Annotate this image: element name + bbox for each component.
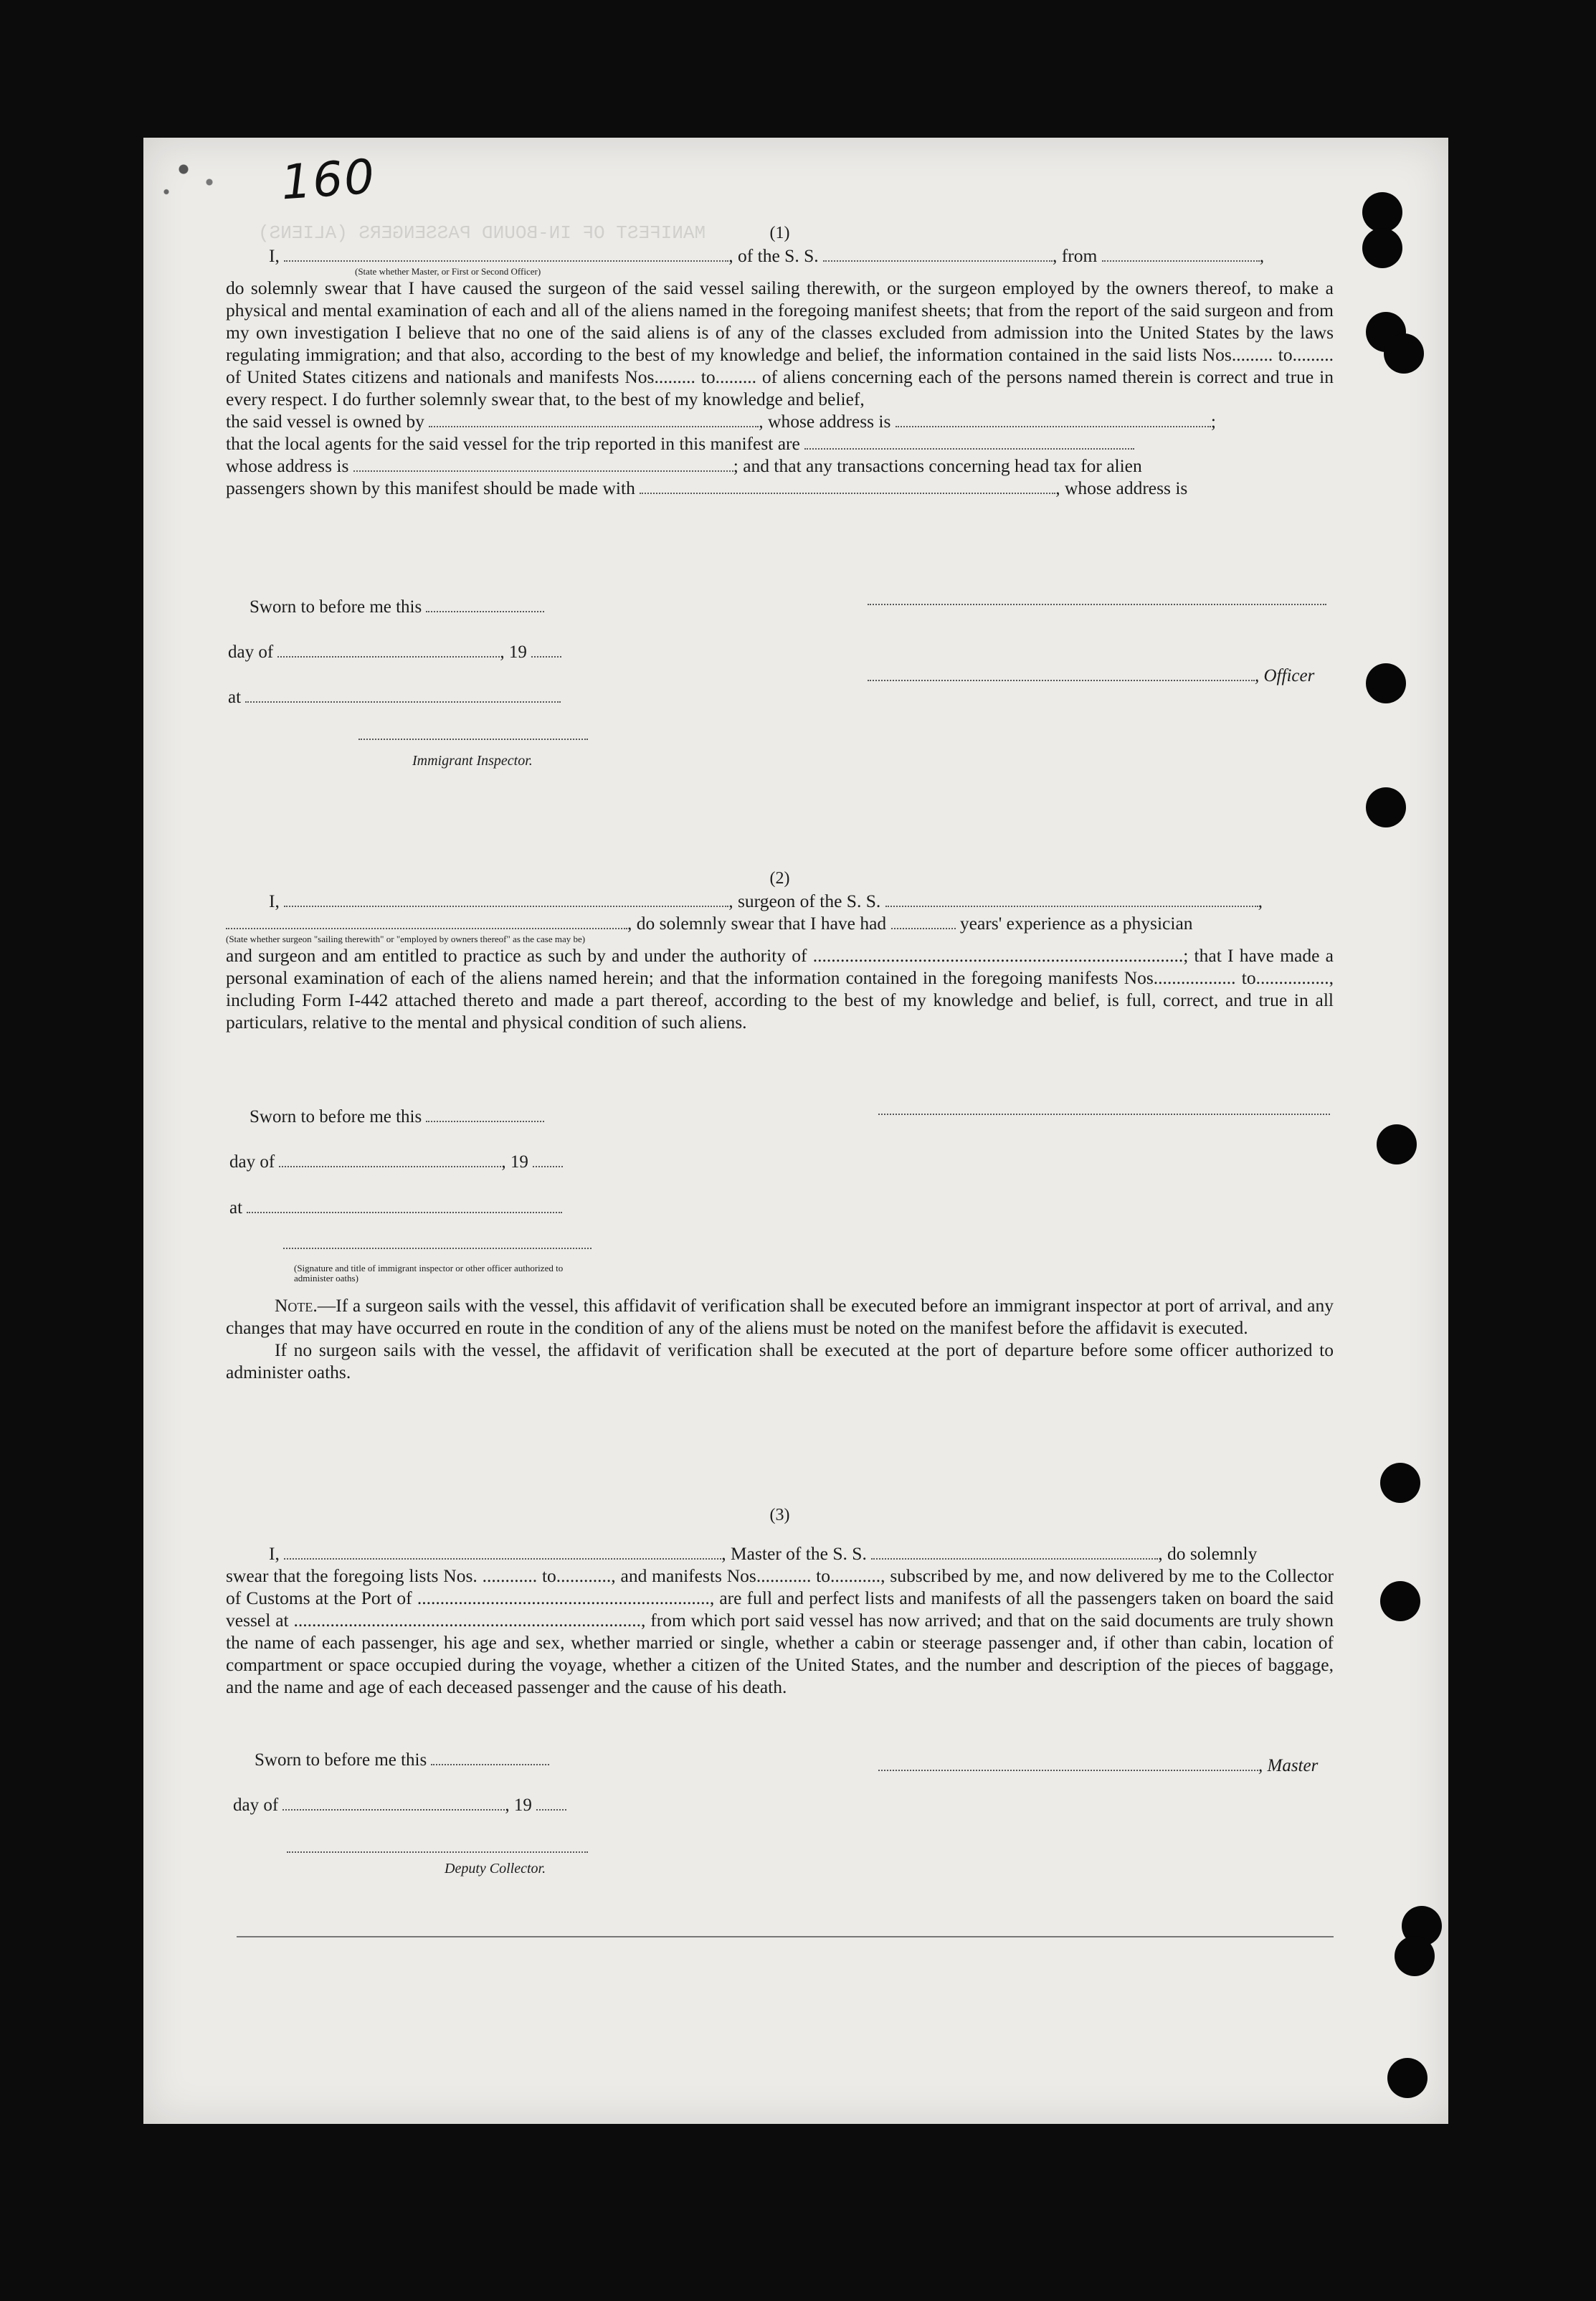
- deputy-collector-label: Deputy Collector.: [445, 1861, 546, 1877]
- section-3-number: (3): [769, 1506, 790, 1524]
- vessel-name-field[interactable]: [823, 246, 1053, 262]
- years-field[interactable]: [891, 914, 956, 929]
- note-paragraph-2: If no surgeon sails with the vessel, the affidavit of verification shall be executed at the port of departure before some officer authorized to administer oaths.: [226, 1339, 1334, 1382]
- punch-hole: [1387, 2058, 1428, 2098]
- ink-smudge: [149, 143, 235, 208]
- sworn-line-3: Sworn to before me this: [255, 1750, 549, 1770]
- year-field-2[interactable]: [533, 1152, 563, 1167]
- at-field-2[interactable]: [247, 1197, 562, 1213]
- head-tax-contact-field[interactable]: [640, 478, 1055, 494]
- officer-name-field[interactable]: [284, 246, 728, 262]
- punch-hole: [1380, 1581, 1420, 1621]
- master-vessel-field[interactable]: [871, 1544, 1158, 1560]
- day-of-line-2: day of , 19: [229, 1152, 563, 1172]
- surgeon-signature-field[interactable]: [878, 1114, 1330, 1115]
- bottom-rule: [237, 1936, 1334, 1937]
- punch-hole: [1377, 1124, 1417, 1164]
- at-field-1[interactable]: [245, 687, 561, 703]
- immigrant-inspector-label: Immigrant Inspector.: [412, 753, 533, 769]
- agents-line: that the local agents for the said vessel for the trip reported in this manifest are: [226, 432, 1334, 455]
- section-2-line-2: , do solemnly swear that I have had years' experience as a physician: [226, 912, 1334, 934]
- section-1: [226, 222, 1334, 499]
- officer-title: , Officer: [868, 665, 1314, 686]
- officer-signature-field[interactable]: [868, 604, 1326, 605]
- surgeon-name-field[interactable]: [284, 891, 728, 907]
- day-of-line-1: day of , 19: [228, 642, 561, 663]
- sworn-day-field-1[interactable]: [426, 597, 544, 612]
- section-2-line-1: I, , surgeon of the S. S. ,: [269, 891, 1263, 911]
- agents-address-field[interactable]: [353, 456, 733, 472]
- punch-hole: [1362, 192, 1402, 232]
- master-signature-field[interactable]: [878, 1755, 1258, 1771]
- master-signature-line: , Master: [878, 1755, 1318, 1776]
- agents-address-line: whose address is ; and that any transactions concerning head tax for alien: [226, 455, 1142, 476]
- section-3-body: swear that the foregoing lists Nos. ............ to............, and manifests Nos............ to..........., subscribed by me, and now delivered by me to the Collector of Customs at the Port of ................................................................, are full and perfect lists and manifests of all the passengers taken on board the said vessel at ............................................................................, from which port said vessel has now arrived; and that on the said documents are truly shown the name of each passenger, his age and sex, whether married or single, whether a cabin or steerage passenger and, if other than cabin, location of compartment or space occupied during the voyage, whether a citizen of the United States, and the number and description of the pieces of baggage, and the name and age of each deceased passenger and the cause of his death.: [226, 1565, 1334, 1697]
- at-line-1: at: [228, 687, 561, 708]
- surgeon-status-field[interactable]: [226, 914, 627, 929]
- section-2-body: and surgeon and am entitled to practice as such by and under the authority of .................................................................................; that I have made a personal examination of each of the aliens named herein; and that the information contained in the foregoing manifests Nos.................. to................, including Form I-442 attached thereto and made a part thereof, according to the best of my knowledge and belief, is full, correct, and true in all particulars, relative to the mental and physical condition of such aliens.: [226, 945, 1334, 1033]
- punch-hole: [1366, 787, 1406, 827]
- section-1-line-1: I, , of the S. S. , from ,: [269, 245, 1265, 266]
- inspector-signature-field[interactable]: [358, 739, 588, 740]
- section-2: [226, 868, 1334, 1033]
- agents-field[interactable]: [804, 434, 1134, 450]
- sworn-day-field-3[interactable]: [431, 1750, 549, 1765]
- year-field-3[interactable]: [536, 1795, 566, 1811]
- authorized-officer-caption: (Signature and title of immigrant inspector or other officer authorized to administer oaths): [294, 1263, 564, 1284]
- day-of-line-3: day of , 19: [233, 1795, 566, 1816]
- handwritten-page-number: 160: [279, 148, 378, 211]
- surgeon-vessel-field[interactable]: [885, 891, 1258, 907]
- owner-address-field[interactable]: [896, 412, 1211, 427]
- master-name-field[interactable]: [284, 1544, 721, 1560]
- year-field-1[interactable]: [531, 642, 561, 658]
- departure-port-field[interactable]: [1102, 246, 1260, 262]
- day-of-field-2[interactable]: [279, 1152, 501, 1167]
- officer-title-field[interactable]: [868, 665, 1255, 681]
- sworn-day-field-2[interactable]: [426, 1106, 544, 1122]
- passengers-line: passengers shown by this manifest should be made with , whose address is: [226, 478, 1188, 498]
- section-3-line-1: I, , Master of the S. S. , do solemnly: [269, 1543, 1258, 1564]
- punch-hole: [1380, 1463, 1420, 1503]
- owned-by-line: the said vessel is owned by , whose address is ;: [226, 411, 1216, 432]
- sworn-line-1: Sworn to before me this: [250, 597, 544, 617]
- surgeon-caption: (State whether surgeon "sailing therewith" or "employed by owners thereof" as the case may be): [226, 934, 586, 944]
- punch-hole: [1362, 228, 1402, 268]
- day-of-field-1[interactable]: [277, 642, 500, 658]
- punch-hole: [1395, 1936, 1435, 1976]
- punch-hole: [1366, 663, 1406, 703]
- section-3: [226, 1504, 1334, 1698]
- section-2-number: (2): [769, 869, 790, 888]
- owner-field[interactable]: [429, 412, 759, 427]
- section-1-number: (1): [769, 224, 790, 242]
- punch-hole: [1384, 333, 1424, 374]
- note-label: Note.: [275, 1295, 318, 1316]
- bleed-through-header: MANIFEST OF IN-BOUND PASSENGERS (ALIENS): [258, 222, 706, 244]
- deputy-signature-field[interactable]: [287, 1851, 588, 1853]
- day-of-field-3[interactable]: [282, 1795, 505, 1811]
- note-paragraph: [226, 1294, 1334, 1339]
- authorized-officer-signature-field[interactable]: [283, 1248, 592, 1249]
- officer-caption: (State whether Master, or First or Second Officer): [355, 266, 541, 277]
- note-text: —If a surgeon sails with the vessel, this affidavit of verification shall be executed before an immigrant inspector at port of arrival, and any changes that may have occurred en route in the condition of any of the aliens must be noted on the manifest before the affidavit is executed.: [226, 1295, 1334, 1338]
- section-1-body: do solemnly swear that I have caused the surgeon of the said vessel sailing therewith, or the surgeon employed by the owners thereof, to make a physical and mental examination of each and all of the aliens named in the foregoing manifest sheets; that from the report of the said surgeon and from my own investigation I believe that no one of the said aliens is of any of the classes excluded from admission into the United States by the laws regulating immigration; and that also, according to the best of my knowledge and belief, the information contained in the said lists Nos......... to......... of United States citizens and nationals and manifests Nos......... to......... of aliens concerning each of the persons named therein is correct and true in every respect. I do further solemnly swear that, to the best of my knowledge and belief,: [226, 277, 1334, 409]
- sworn-line-2: Sworn to before me this: [250, 1106, 544, 1127]
- note-block: [226, 1294, 1334, 1383]
- at-line-2: at: [229, 1197, 562, 1218]
